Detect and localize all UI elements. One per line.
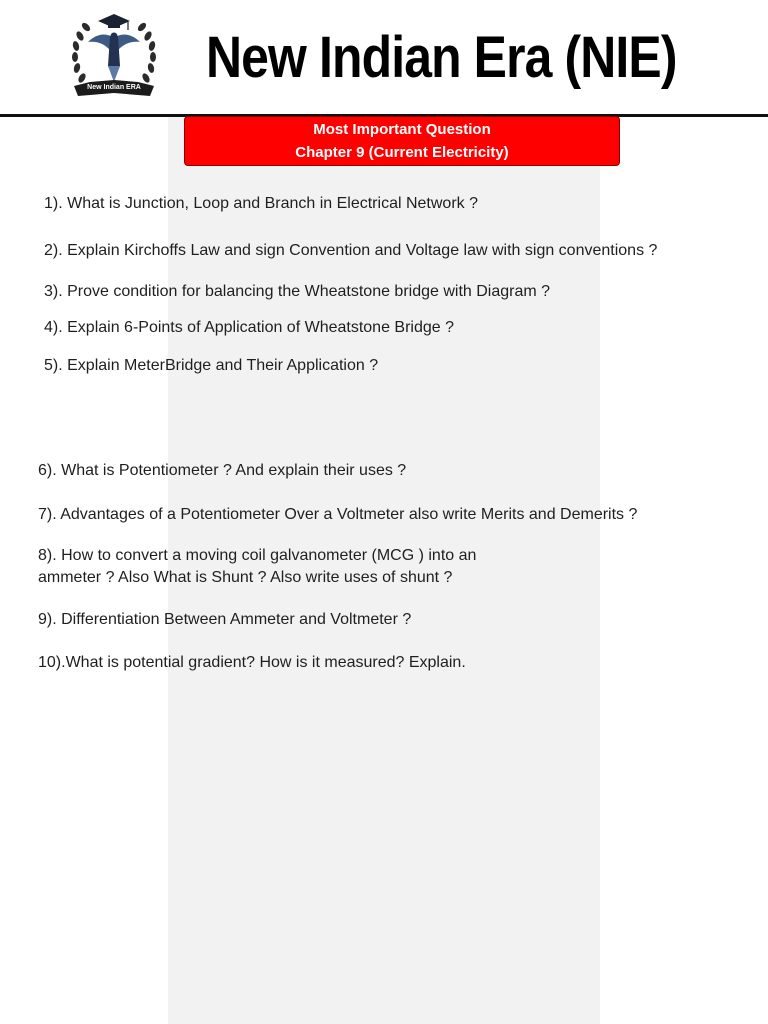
chapter-banner [184,116,620,166]
nie-logo [66,8,162,104]
question-5: 5). Explain MeterBridge and Their Application ? [44,357,379,374]
brand-title: New Indian Era (NIE) [206,25,677,90]
question-8-line2: ammeter ? Also What is Shunt ? Also write uses of shunt ? [38,569,453,586]
question-10: 10).What is potential gradient? How is it measured? Explain. [38,654,466,671]
question-9: 9). Differentiation Between Ammeter and Voltmeter ? [38,611,412,628]
banner-chapter: Chapter 9 (Current Electricity) [295,144,509,161]
question-1: 1). What is Junction, Loop and Branch in Electrical Network ? [44,195,478,212]
question-2: 2). Explain Kirchoffs Law and sign Convention and Voltage law with sign conventions ? [44,242,658,259]
question-3: 3). Prove condition for balancing the Wheatstone bridge with Diagram ? [44,283,551,300]
banner-heading: Most Important Question [313,121,491,138]
logo-ribbon-line1: New Indian ERA [87,84,141,91]
question-4: 4). Explain 6-Points of Application of Wheatstone Bridge ? [44,319,455,336]
question-6: 6). What is Potentiometer ? And explain their uses ? [38,462,407,479]
question-7: 7). Advantages of a Potentiometer Over a Voltmeter also write Merits and Demerits ? [38,506,638,523]
question-8-line1: 8). How to convert a moving coil galvanometer (MCG ) into an [38,547,477,564]
logo-ribbon-line2: (NIE) [107,94,121,100]
